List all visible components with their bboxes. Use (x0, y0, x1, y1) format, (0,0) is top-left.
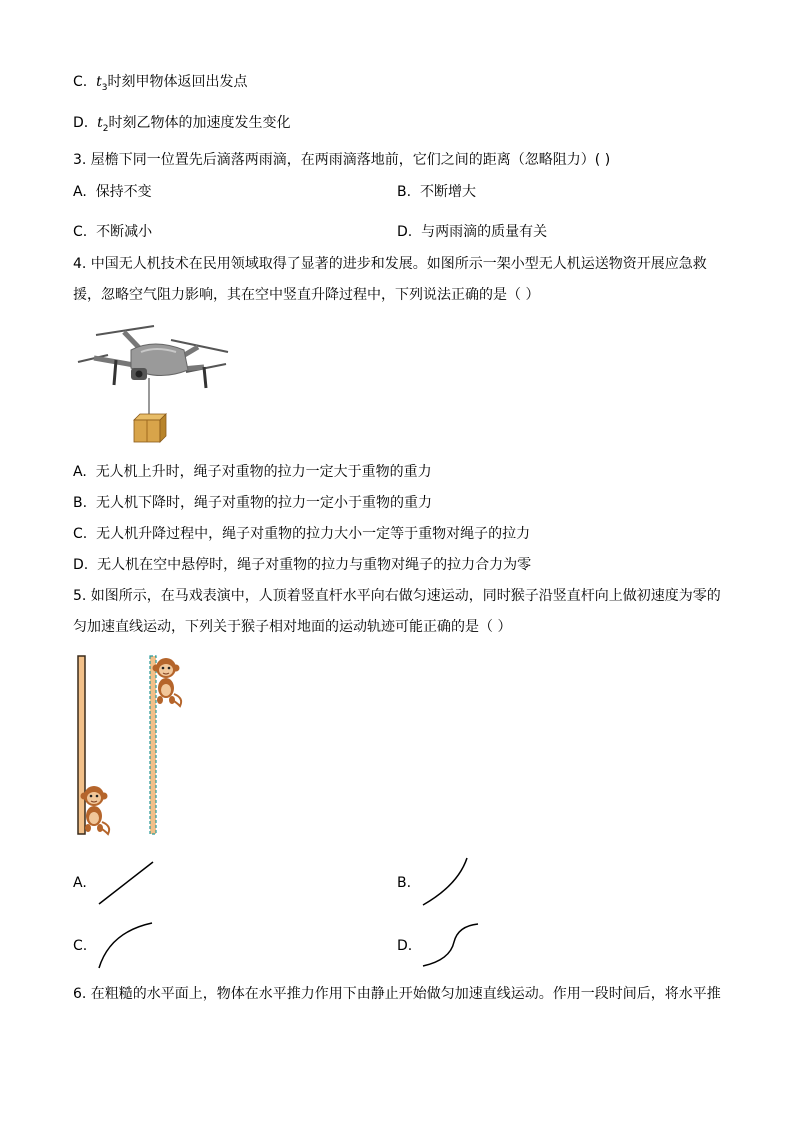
q5-option-a[interactable]: A. (73, 875, 87, 891)
q5-option-d[interactable]: D. (397, 938, 413, 954)
q3-option-b[interactable]: B. 不断增大 (397, 184, 476, 200)
q6-stem-line1: 6. 在粗糙的水平面上，物体在水平推力作用下由静止开始做匀加速直线运动。作用一段时间后，将水平推 (73, 986, 721, 1002)
trajectory-a-straight[interactable] (96, 858, 156, 908)
q5-stem-line2: 匀加速直线运动，下列关于猴子相对地面的运动轨迹可能正确的是（ ） (73, 619, 512, 635)
q3-option-a[interactable]: A. 保持不变 (73, 184, 152, 200)
var-t: t (97, 115, 103, 131)
q4-option-a[interactable]: A. 无人机上升时，绳子对重物的拉力一定大于重物的重力 (73, 464, 432, 480)
pole-later (150, 656, 156, 834)
q4-stem-line2: 援，忽略空气阻力影响，其在空中竖直升降过程中，下列说法正确的是（ ） (73, 287, 540, 303)
drone-figure (76, 320, 236, 445)
trajectory-c-curve[interactable] (96, 920, 156, 972)
q4-option-d[interactable]: D. 无人机在空中悬停时，绳子对重物的拉力与重物对绳子的拉力合力为零 (73, 557, 532, 573)
q3-stem: 3. 屋檐下同一位置先后滴落两雨滴，在两雨滴落地前，它们之间的距离（忽略阻力）( ) (73, 152, 611, 168)
q5-option-b[interactable]: B. (397, 875, 412, 891)
trajectory-b-curve[interactable] (420, 855, 472, 909)
q3-option-c[interactable]: C. 不断减小 (73, 224, 153, 240)
q3-option-d[interactable]: D. 与两雨滴的质量有关 (397, 224, 548, 240)
cargo-box-icon (134, 414, 166, 442)
drone-icon (78, 326, 228, 388)
q5-stem-line1: 5. 如图所示，在马戏表演中，人顶着竖直杆水平向右做匀速运动，同时猴子沿竖直杆向上做初速度为零的 (73, 588, 721, 604)
monkey-pole-figure (72, 652, 192, 838)
q5-option-c[interactable]: C. (73, 938, 88, 954)
q4-option-b[interactable]: B. 无人机下降时，绳子对重物的拉力一定小于重物的重力 (73, 495, 432, 511)
pole-initial (78, 656, 85, 834)
monkey-icon (153, 658, 182, 706)
prev-option-c: C. $t_3$时刻甲物体返回出发点 (73, 74, 248, 93)
q4-stem-line1: 4. 中国无人机技术在民用领域取得了显著的进步和发展。如图所示一架小型无人机运送物资开展应急救 (73, 256, 707, 272)
q4-option-c[interactable]: C. 无人机升降过程中，绳子对重物的拉力大小一定等于重物对绳子的拉力 (73, 526, 531, 542)
var-t: t (96, 74, 102, 90)
prev-option-d: D. $t_2$时刻乙物体的加速度发生变化 (73, 115, 291, 134)
trajectory-d-s-curve[interactable] (420, 920, 482, 970)
